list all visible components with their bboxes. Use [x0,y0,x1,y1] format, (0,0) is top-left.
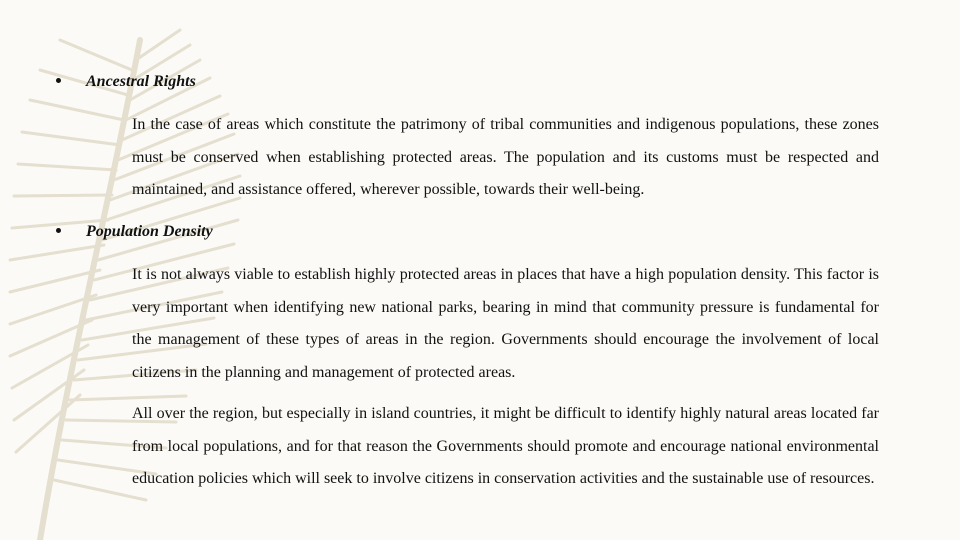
section-paragraph: It is not always viable to establish highly protected areas in places that have a high population density. This factor is very important when identifying new national parks, bearing in mind that community pressure is fundamental for the management of these types of areas in the region. Governments should encourage the involvement of local citizens in the planning and management of protected areas. [132,266,879,381]
section-paragraph: All over the region, but especially in island countries, it might be difficult to identify highly natural areas located far from local populations, and for that reason the Governments should promote and encourage national environmental education policies which will seek to involve citizens in conservation activities and the sustainable use of resources. [132,405,879,487]
bullet-dot-icon [56,78,61,83]
section-heading: Population Density [86,223,213,240]
bullet-dot-icon [56,228,61,233]
section-heading-row [56,73,196,91]
section-heading-row [56,223,213,241]
section-paragraph: In the case of areas which constitute the patrimony of tribal communities and indigenous populations, these zones must be conserved when establishing protected areas. The population and its customs must be respected and maintained, and assistance offered, wherever possible, towards their well-being. [132,116,879,198]
section-heading: Ancestral Rights [86,73,196,90]
